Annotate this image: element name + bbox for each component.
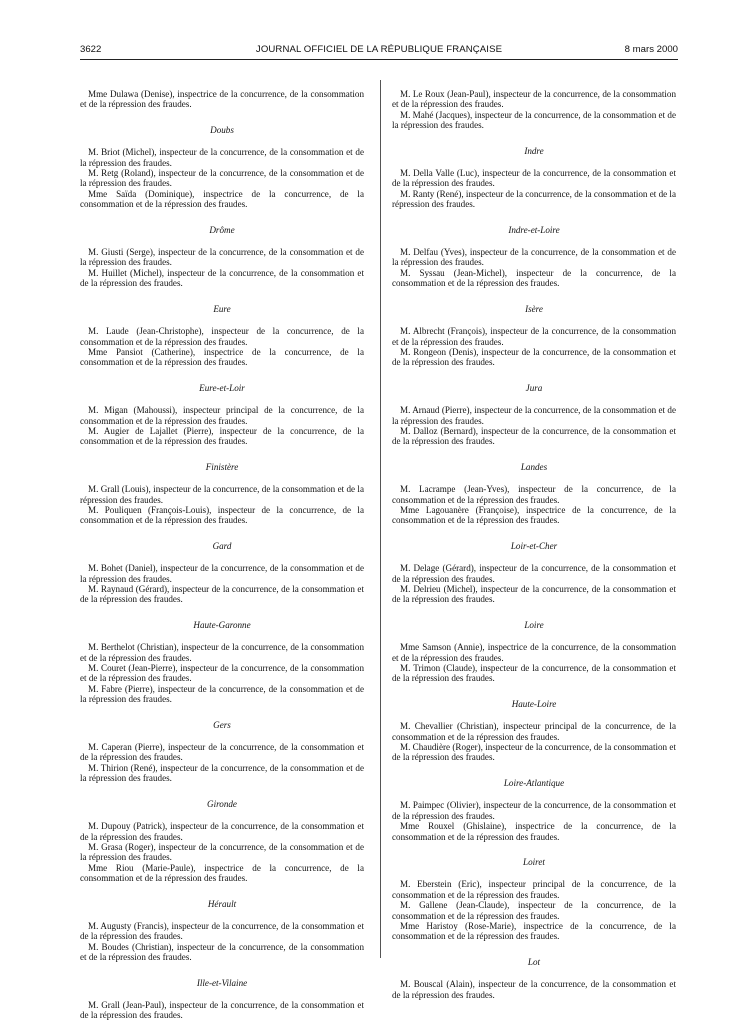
appointment-entry: M. Thirion (René), inspecteur de la concurrence, de la consommation et de la répression des fraudes. (80, 762, 364, 784)
appointment-entry: M. Dalloz (Bernard), inspecteur de la concurrence, de la consommation et de la répression des fraudes. (392, 425, 676, 447)
department-section (80, 304, 364, 368)
department-section (80, 899, 364, 963)
appointment-entry: M. Gallene (Jean-Claude), inspecteur de la concurrence, de la consommation et de la répression des fraudes. (392, 900, 676, 921)
appointment-entry: Mme Pansiot (Catherine), inspectrice de la concurrence, de la consommation et de la répression des fraudes. (80, 346, 364, 368)
appointment-entry: M. Paimpec (Olivier), inspecteur de la concurrence, de la consommation et de la répression des fraudes. (392, 800, 676, 821)
department-section (80, 620, 364, 705)
journal-title: JOURNAL OFFICIEL DE LA RÉPUBLIQUE FRANÇAISE (255, 44, 503, 55)
department-section (392, 699, 676, 763)
appointment-entry: M. Bouscal (Alain), inspecteur de la concurrence, de la consommation et de la répression des fraudes. (392, 979, 676, 1000)
appointment-entry: M. Augusty (Francis), inspecteur de la concurrence, de la consommation et de la répression des fraudes. (80, 920, 364, 942)
department-section (392, 857, 676, 942)
department-section (392, 146, 676, 210)
appointment-entry: M. Fabre (Pierre), inspecteur de la concurrence, de la consommation et de la répression des fraudes. (80, 683, 364, 705)
appointment-entry: M. Rongeon (Denis), inspecteur de la concurrence, de la consommation et de la répression des fraudes. (392, 346, 676, 368)
appointment-entry: Mme Haristoy (Rose-Marie), inspectrice de la concurrence, de la consommation et de la répression des fraudes. (392, 920, 676, 942)
department-heading: Loire-Atlantique (503, 777, 565, 788)
appointment-entry: M. Arnaud (Pierre), inspecteur de la concurrence, de la consommation et de la répression des fraudes. (392, 405, 676, 426)
department-section (392, 778, 676, 842)
department-heading: Gironde (207, 798, 237, 809)
department-section (80, 89, 364, 110)
department-heading: Isère (525, 303, 543, 314)
department-heading: Landes (520, 461, 548, 472)
department-section (80, 720, 364, 784)
appointment-entry: M. Syssau (Jean-Michel), inspecteur de la concurrence, de la consommation et de la répression des fraudes. (392, 267, 676, 289)
appointment-entry: M. Huillet (Michel), inspecteur de la concurrence, de la consommation et de la répression des fraudes. (80, 267, 364, 289)
appointment-entry: M. Lacrampe (Jean-Yves), inspecteur de la concurrence, de la consommation et de la répression des fraudes. (392, 484, 676, 505)
appointment-entry: M. Laude (Jean-Christophe), inspecteur de la concurrence, de la consommation et de la répression des fraudes. (80, 326, 364, 347)
appointment-entry: M. Augier de Lajallet (Pierre), inspecteur de la concurrence, de la consommation et de la répression des fraudes. (80, 425, 364, 447)
department-section (80, 799, 364, 884)
department-section (392, 957, 676, 1000)
appointment-entry: M. Briot (Michel), inspecteur de la concurrence, de la consommation et de la répression des fraudes. (80, 147, 364, 168)
appointment-entry: M. Raynaud (Gérard), inspecteur de la concurrence, de la consommation et de la répression des fraudes. (80, 584, 364, 605)
appointment-entry: M. Dupouy (Patrick), inspecteur de la concurrence, de la consommation et de la répression des fraudes. (80, 821, 364, 842)
appointment-entry: M. Della Valle (Luc), inspecteur de la concurrence, de la consommation et de la répression des fraudes. (392, 168, 676, 189)
appointment-entry: M. Grasa (Roger), inspecteur de la concurrence, de la consommation et de la répression des fraudes. (80, 841, 364, 863)
appointment-entry: Mme Saïda (Dominique), inspectrice de la concurrence, de la consommation et de la répression des fraudes. (80, 188, 364, 210)
department-section (80, 462, 364, 526)
department-heading: Gard (212, 540, 232, 551)
column-divider (380, 80, 381, 958)
appointment-entry: M. Giusti (Serge), inspecteur de la concurrence, de la consommation et de la répression des fraudes. (80, 247, 364, 268)
appointment-entry: M. Grall (Louis), inspecteur de la concurrence, de la consommation et de la répression des fraudes. (80, 484, 364, 505)
appointment-entry: M. Delrieu (Michel), inspecteur de la concurrence, de la consommation et de la répression des fraudes. (392, 584, 676, 605)
header-rule (80, 59, 678, 60)
department-section (80, 383, 364, 447)
department-section (392, 462, 676, 526)
appointment-entry: M. Mahé (Jacques), inspecteur de la concurrence, de la consommation et de la répression des fraudes. (392, 109, 676, 131)
appointment-entry: Mme Riou (Marie-Paule), inspectrice de la concurrence, de la consommation et de la répression des fraudes. (80, 862, 364, 884)
appointment-entry: M. Le Roux (Jean-Paul), inspecteur de la concurrence, de la consommation et de la répression des fraudes. (392, 89, 676, 110)
appointment-entry: M. Bohet (Daniel), inspecteur de la concurrence, de la consommation et de la répression des fraudes. (80, 563, 364, 584)
department-section (80, 125, 364, 210)
appointment-entry: M. Chaudière (Roger), inspecteur de la concurrence, de la consommation et de la répression des fraudes. (392, 742, 676, 763)
department-section (392, 89, 676, 131)
right-column (392, 89, 676, 1000)
appointment-entry: M. Delage (Gérard), inspecteur de la concurrence, de la consommation et de la répression des fraudes. (392, 563, 676, 584)
appointment-entry: M. Chevallier (Christian), inspecteur principal de la concurrence, de la consommation et de la répression des fraudes. (392, 721, 676, 742)
department-heading: Jura (525, 382, 543, 393)
appointment-entry: M. Ranty (René), inspecteur de la concurrence, de la consommation et de la répression des fraudes. (392, 188, 676, 210)
department-heading: Doubs (210, 124, 234, 135)
department-section (392, 620, 676, 684)
department-section (392, 541, 676, 605)
appointment-entry: M. Caperan (Pierre), inspecteur de la concurrence, de la consommation et de la répression des fraudes. (80, 742, 364, 763)
appointment-entry: M. Pouliquen (François-Louis), inspecteur de la concurrence, de la consommation et de la répression des fraudes. (80, 504, 364, 526)
appointment-entry: Mme Rouxel (Ghislaine), inspectrice de la concurrence, de la consommation et de la répression des fraudes. (392, 821, 676, 842)
department-heading: Drôme (209, 224, 235, 235)
department-section (392, 225, 676, 289)
department-heading: Haute-Loire (511, 698, 557, 709)
appointment-entry: M. Eberstein (Eric), inspecteur principal de la concurrence, de la consommation et de la répression des fraudes. (392, 879, 676, 900)
department-heading: Indre (524, 145, 544, 156)
appointment-entry: M. Delfau (Yves), inspecteur de la concurrence, de la consommation et de la répression des fraudes. (392, 247, 676, 268)
department-section (392, 304, 676, 368)
department-heading: Eure-et-Loir (199, 382, 245, 393)
appointment-entry: M. Retg (Roland), inspecteur de la concurrence, de la consommation et de la répression des fraudes. (80, 168, 364, 189)
department-heading: Loir-et-Cher (510, 540, 558, 551)
department-heading: Loiret (523, 856, 545, 867)
issue-date: 8 mars 2000 (624, 44, 678, 55)
department-heading: Gers (213, 719, 231, 730)
department-section (392, 383, 676, 447)
page-header (80, 40, 678, 58)
appointment-entry: Mme Lagouanère (Françoise), inspectrice de la concurrence, de la consommation et de la répression des fraudes. (392, 504, 676, 526)
appointment-entry: M. Trimon (Claude), inspecteur de la concurrence, de la consommation et de la répression des fraudes. (392, 663, 676, 684)
department-section (80, 225, 364, 289)
appointment-entry: M. Albrecht (François), inspecteur de la concurrence, de la consommation et de la répression des fraudes. (392, 326, 676, 347)
page-number: 3622 (80, 44, 102, 55)
appointment-entry: Mme Dulawa (Denise), inspectrice de la concurrence, de la consommation et de la répression des fraudes. (80, 89, 364, 110)
department-heading: Ille-et-Vilaine (196, 977, 248, 988)
appointment-entry: Mme Samson (Annie), inspectrice de la concurrence, de la consommation et de la répression des fraudes. (392, 642, 676, 663)
department-section (80, 978, 364, 1021)
appointment-entry: M. Couret (Jean-Pierre), inspecteur de la concurrence, de la consommation et de la répression des fraudes. (80, 663, 364, 684)
department-heading: Finistère (205, 461, 239, 472)
department-heading: Indre-et-Loire (508, 224, 560, 235)
appointment-entry: M. Berthelot (Christian), inspecteur de la concurrence, de la consommation et de la répression des fraudes. (80, 642, 364, 663)
appointment-entry: M. Boudes (Christian), inspecteur de la concurrence, de la consommation et de la répression des fraudes. (80, 941, 364, 963)
department-heading: Haute-Garonne (193, 619, 251, 630)
department-section (80, 541, 364, 605)
department-heading: Hérault (207, 898, 237, 909)
department-heading: Lot (527, 956, 541, 967)
department-heading: Eure (213, 303, 231, 314)
appointment-entry: M. Grall (Jean-Paul), inspecteur de la concurrence, de la consommation et de la répression des fraudes. (80, 999, 364, 1021)
left-column (80, 89, 364, 1021)
department-heading: Loire (524, 619, 544, 630)
appointment-entry: M. Migan (Mahoussi), inspecteur principal de la concurrence, de la consommation et de la répression des fraudes. (80, 405, 364, 426)
